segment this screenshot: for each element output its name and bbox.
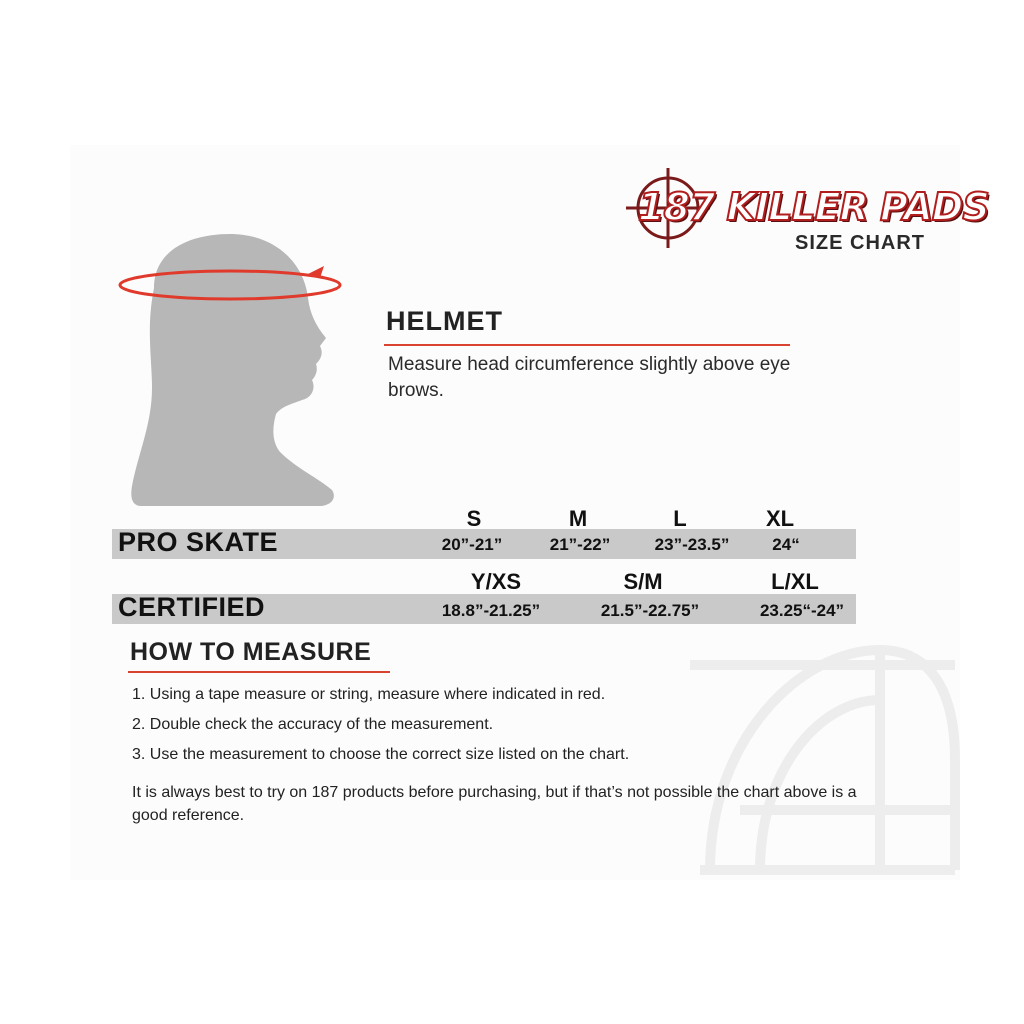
cert-range-sm: 21.5”-22.75” [600,601,700,620]
size-chart-subtitle: SIZE CHART [795,232,925,254]
measure-step: 3. Use the measurement to choose the correct size listed on the chart. [132,746,630,763]
pro-range-s: 20”-21” [441,535,503,554]
certified-label: CERTIFIED [118,592,266,622]
measure-step: 1. Using a tape measure or string, measure where indicated in red. [132,686,606,703]
pro-range-m: 21”-22” [549,535,611,554]
helmet-watermark [680,630,960,880]
helmet-description: Measure head circumference slightly above eye brows. [388,354,791,401]
cert-size-lxl: L/XL [771,569,819,594]
brand-logo-text: 187 KILLER PADS [638,185,989,229]
pro-size-m: M [568,506,588,531]
pro-size-s: S [466,506,482,531]
how-to-measure-heading: HOW TO MEASURE [130,638,372,666]
heading-divider [384,344,790,346]
helmet-heading: HELMET [386,306,503,336]
pro-range-xl: 24“ [772,535,800,554]
cert-size-yxs: Y/XS [470,569,522,594]
cert-size-sm: S/M [623,569,663,594]
purchase-note: It is always best to try on 187 products before purchasing, but if that’s not possible the chart above is a good reference. [132,784,857,824]
cert-range-yxs: 18.8”-21.25” [441,601,541,620]
pro-skate-label: PRO SKATE [118,527,279,557]
pro-range-l: 23”-23.5” [654,535,730,554]
pro-size-xl: XL [765,506,795,531]
cert-range-lxl: 23.25“-24” [759,601,845,620]
measure-step: 2. Double check the accuracy of the measurement. [132,716,494,733]
pro-size-l: L [673,506,687,531]
head-silhouette [112,228,352,508]
heading-divider [128,671,390,673]
